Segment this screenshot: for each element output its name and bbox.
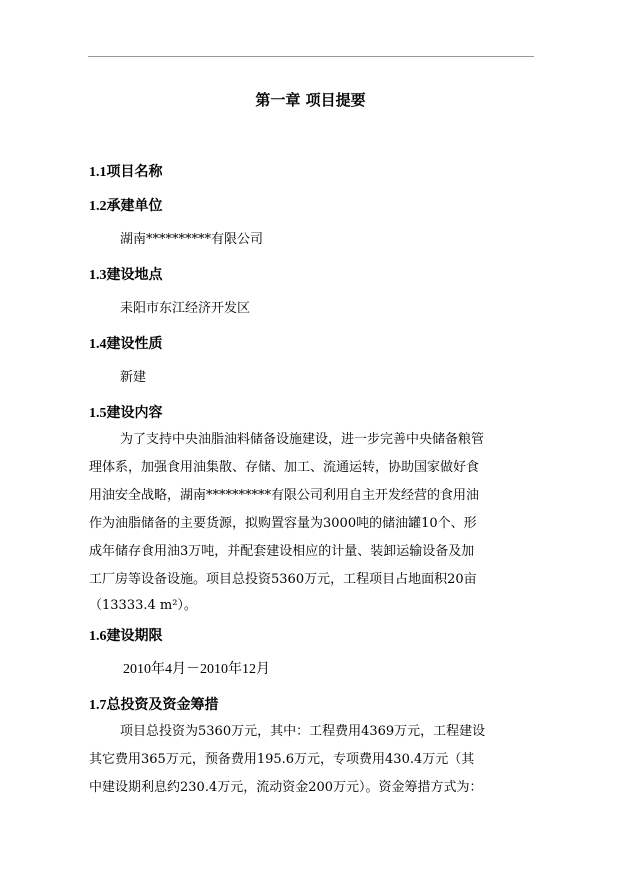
section-title: 建设期限 (106, 628, 163, 644)
construction-period: 2010年4月－2010年12月 (123, 662, 270, 677)
body-line: 新建 (120, 370, 147, 385)
body-line: 项目总投资为5360万元，其中：工程费用4369万元，工程建设 (120, 724, 486, 739)
section-title: 建设性质 (106, 336, 163, 352)
section-number: 1.6 (89, 629, 107, 644)
section-heading-1-1 (89, 162, 163, 183)
body-line: 工厂房等设备设施。项目总投资5360万元，工程项目占地面积20亩 (89, 572, 477, 587)
section-title: 建设内容 (106, 405, 163, 421)
section-heading-1-2 (89, 196, 163, 217)
section-number: 1.1 (89, 165, 107, 180)
header-rule (88, 56, 534, 57)
body-line: 用油安全战略，湖南**********有限公司利用自主开发经营的食用油 (89, 488, 480, 503)
section-number: 1.3 (89, 268, 107, 283)
section-number: 1.7 (89, 698, 107, 713)
section-title: 总投资及资金筹措 (106, 697, 219, 713)
section-heading-1-5 (89, 403, 163, 424)
section-number: 1.2 (89, 199, 107, 214)
chapter-title: 第一章 项目提要 (255, 91, 366, 109)
section-heading-1-6 (89, 626, 163, 647)
body-line: 湖南**********有限公司 (120, 232, 264, 247)
body-line: 理体系，加强食用油集散、存储、加工、流通运转，协助国家做好食 (89, 460, 480, 475)
section-heading-1-3 (89, 265, 163, 286)
section-heading-1-7 (89, 695, 219, 716)
section-title: 建设地点 (106, 267, 163, 283)
section-number: 1.4 (89, 337, 107, 352)
body-line: 其它费用365万元，预备费用195.6万元，专项费用430.4万元（其 (89, 752, 475, 767)
body-line: （13333.4 m²）。 (89, 598, 197, 613)
body-line: 耒阳市东江经济开发区 (120, 301, 251, 316)
section-heading-1-4 (89, 334, 163, 355)
body-line: 成年储存食用油3万吨，并配套建设相应的计量、装卸运输设备及加 (89, 544, 475, 559)
section-title: 承建单位 (106, 198, 163, 214)
body-line: 作为油脂储备的主要货源，拟购置容量为3000吨的储油罐10个、形 (89, 516, 477, 531)
section-title: 项目名称 (106, 164, 163, 180)
section-number: 1.5 (89, 406, 107, 421)
body-line: 中建设期利息约230.4万元，流动资金200万元）。资金筹措方式为： (89, 780, 483, 795)
body-line: 为了支持中央油脂油料储备设施建设，进一步完善中央储备粮管 (120, 432, 485, 447)
